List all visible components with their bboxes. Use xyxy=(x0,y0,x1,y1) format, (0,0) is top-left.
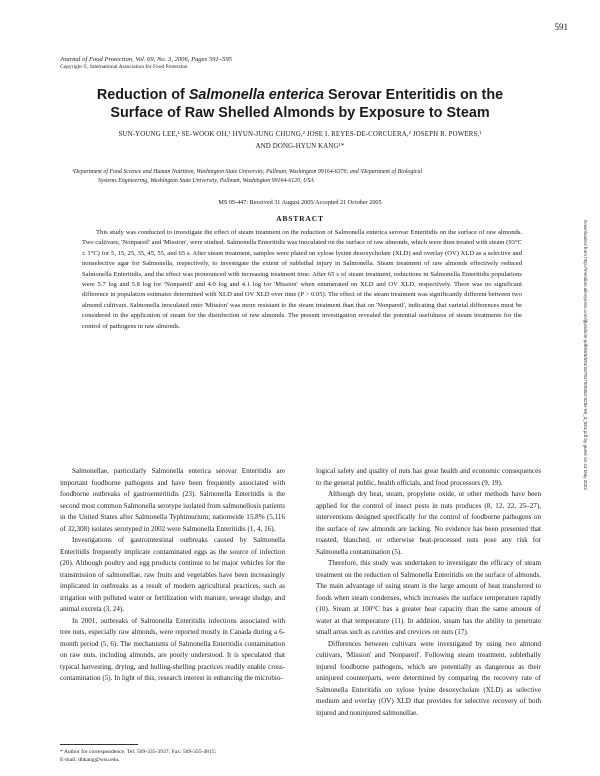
article-title xyxy=(60,86,540,122)
manuscript-info: MS 05-447: Received 31 August 2005/Accepted 21 October 2005 xyxy=(218,199,382,206)
body-paragraph: Although dry heat, steam, propylene oxide, or other methods have been applied for the control of insect pests in nuts produces (8, 12, 22, 25–27), interventions designed specifically for the control of foodborne pathogens on the surface of raw almonds are lacking. No evidence has been presented that roasted, blanched, or otherwise heat-processed nuts pose any risk for Salmonella contamination (5). xyxy=(316,490,541,556)
copyright-notice: Copyright ©, International Association for Food Protection xyxy=(60,64,188,70)
abstract-heading: ABSTRACT xyxy=(276,214,324,223)
body-column-left xyxy=(60,466,285,685)
affiliations xyxy=(72,168,528,186)
body-paragraph: Therefore, this study was undertaken to investigate the efficacy of steam treatment on the reduction of Salmonella Enteritidis on the surface of almonds. The main advantage of using steam is the large amount of heat transferred to foods when steam condenses, which increases the surface temperature rapidly (10). Steam at 100°C has a greater heat capacity than the same amount of water at that temperature (11). In addition, steam has the ability to penetrate small areas such as cavities and crevices on nuts (17). xyxy=(316,559,541,636)
body-paragraph: In 2001, outbreaks of Salmonella Enteritidis infections associated with tree nuts, especially raw almonds, were reported mostly in Canada during a 6-month period (5, 6). The mechanisms of Salmonella Enteritidis contamination on raw nuts, including almonds, are poorly understood. It is speculated that typical harvesting, drying, and hulling-shelling practices readily enable cross-contamination (5). In light of this, research interest in enhancing the microbio- xyxy=(60,616,285,682)
footnote-line1: * Author for correspondence. Tel: 509-335-3937; Fax: 509-335-4815; xyxy=(60,749,217,755)
title-line1-post: Serovar Enteritidis on the xyxy=(324,87,504,103)
body-column-right xyxy=(316,466,541,719)
download-watermark xyxy=(580,220,590,580)
body-paragraph: Salmonellae, particularly Salmonella enterica serovar Enteritidis are important foodborne pathogens and have been frequently associated with foodborne outbreaks of gastroenteritidis (23). Salmonella Enteritidis is the second most common Salmonella serotype isolated from salmonellosis patients in the United States after Salmonella Typhimurium; nationwide 15.8% (5,116 of 32,308) isolates serotyped in 2002 were Salmonella Enteritidis (1, 4, 16). xyxy=(60,467,285,533)
title-line2: Surface of Raw Shelled Almonds by Exposure to Steam xyxy=(110,105,490,121)
body-paragraph: Differences between cultivars were investigated by using two almond cultivars, 'Mission' and 'Nonpareil'. Following steam treatment, sublethally injured foodborne pathogens, which are potentially as dangerous as their uninjured counterparts, were determined by comparing the recovery rate of Salmonella Enteritidis on xylose lysine desoxycholate (XLD) as selective medium and overlay (OV) XLD that provides for selective recovery of both injured and noninjured salmonellae. xyxy=(316,639,541,717)
footnote-divider xyxy=(60,744,138,745)
abstract-text: This study was conducted to investigate the effect of steam treatment on the reduction of Salmonella enterica serovar Enteritidis on the surface of raw almonds. Two cultivars, 'Nonpareil' and 'Mission', were studied. Salmonella Enteritidis was inoculated on the surface of raw almonds, which were then treated with steam (93°C ± 1°C) for 5, 15, 25, 35, 45, 55, and 65 s. After steam treatment, samples were plated on xylose lysine desoxycholate (XLD) and overlay (OV) XLD as a selective and nonselective agar for Salmonella, respectively, to investigate the extent of sublethal injury in Salmonella. Steam treatment of raw almonds effectively reduced Salmonella Enteritidis, and the effect was pronounced with increasing treatment time. After 65 s of steam treatment, reductions in Salmonella Enteritidis populations were 5.7 log and 5.8 log for 'Nonpareil' and 4.0 log and 4.1 log for 'Mission' when enumerated on XLD and OV XLD, respectively. There was no significant difference in population estimates determined with XLD and OV XLD over time (P > 0.05). The effect of the steam treatment was significantly different between two almond cultivars. Salmonella inoculated onto 'Mission' was more resistant to the steam treatment than that on 'Nonpareil', indicating that varietal differences must be considered in the application of steam for the disinfection of raw almonds. The present investigation revealed the potential usefulness of steam treatments for the control of pathogens in raw almonds. xyxy=(82,229,522,330)
affiliation-line2: Systems Engineering, Washington State University, Pullman, Washington 99164-6120, USA xyxy=(98,178,314,184)
title-line1-italic: Salmonella enterica xyxy=(188,87,324,103)
author-list xyxy=(62,129,538,152)
authors-line1: SUN-YOUNG LEE,¹ SE-WOOK OH,¹ HYUN-JUNG CHUNG,² JOSE I. REYES-DE-CORCUERA,² JOSEPH R. POWERS,¹ xyxy=(118,131,482,138)
correspondence-footnote xyxy=(60,748,285,764)
body-paragraph: logical safety and quality of nuts has great health and economic consequences to the general public, health officials, and food processors (9, 19). xyxy=(316,467,541,487)
affiliation-line1: ¹Department of Food Science and Human Nutrition, Washington State University, Pullman, Washington 99164-6376; and ²Department of Biological xyxy=(72,169,423,175)
journal-citation: Journal of Food Protection, Vol. 69, No. 3, 2006, Pages 591–595 xyxy=(60,56,232,63)
download-watermark-text: Downloaded from http://meridian.allenpress.com/jfp/article-pdf/69/3/591/1678179/0362-028x-69_3_591.pdf by guest on 24 May 2022 xyxy=(583,220,588,490)
title-line1-pre: Reduction of xyxy=(96,87,189,103)
page-number: 591 xyxy=(554,22,568,32)
body-paragraph: Investigations of gastrointestinal outbreaks caused by Salmonella Enteritidis frequently implicate contaminated eggs as the source of infection (20). Although poultry and egg products continue to be major vehicles for the transmission of salmonellae, raw fruits and vegetables have been increasingly implicated in outbreaks as a result of modern agricultural practices, such as irrigation with polluted water or fertilization with manure, sewage sludge, and animal excreta (3, 24). xyxy=(60,536,285,613)
footnote-line2: E-mail: dhkang@wsu.edu. xyxy=(60,757,120,763)
authors-line2: AND DONG-HYUN KANG¹* xyxy=(255,142,345,150)
